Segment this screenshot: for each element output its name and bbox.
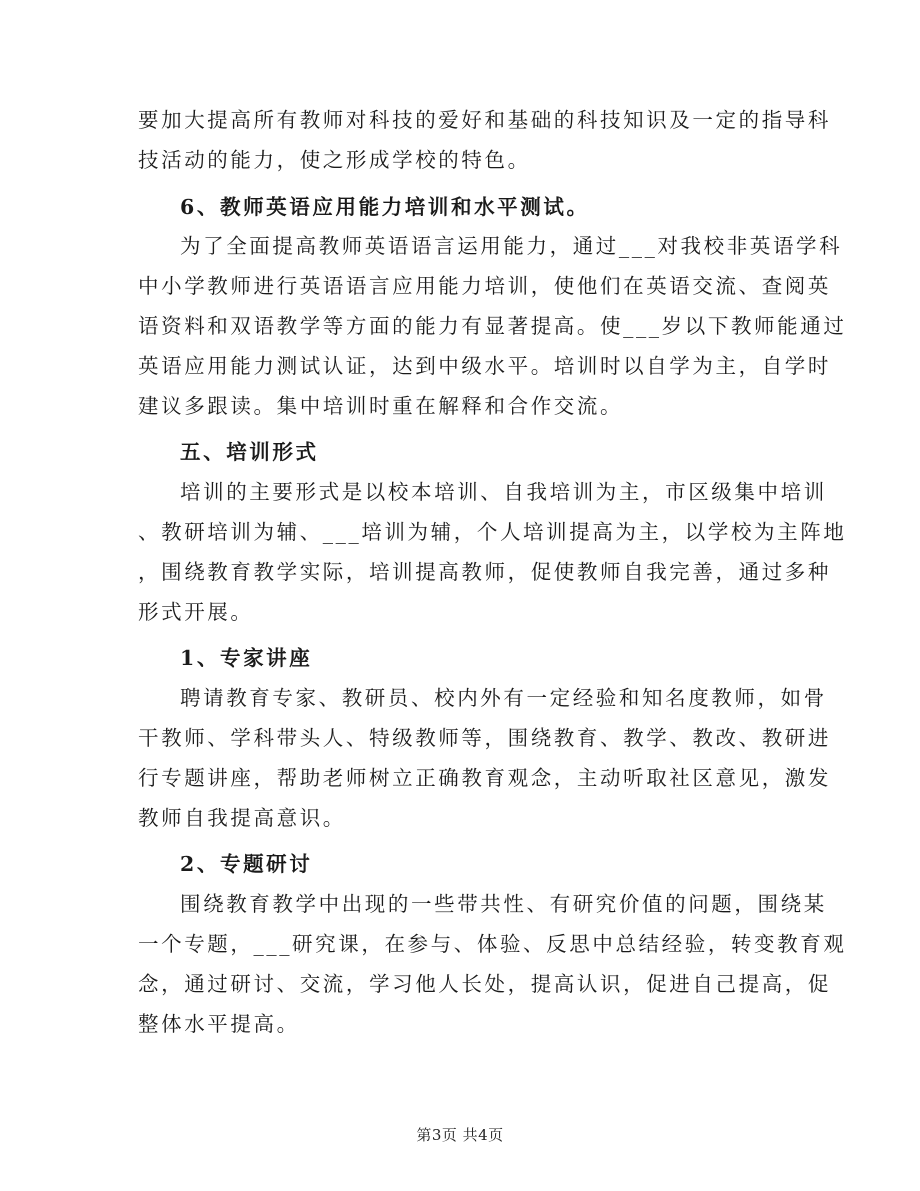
paragraph-line: 一个专题，___研究课，在参与、体验、反思中总结经验，转变教育观 (138, 932, 847, 956)
paragraph-line: 干教师、学科带头人、特级教师等，围绕教育、教学、教改、教研进 (138, 726, 831, 750)
paragraph-line: 聘请教育专家、教研员、校内外有一定经验和知名度教师，如骨 (180, 686, 827, 710)
page-number: 第3页 共4页 (416, 1126, 504, 1144)
paragraph-line: 技活动的能力，使之形成学校的特色。 (138, 148, 531, 172)
paragraph-line: 、教研培训为辅、___培训为辅，个人培训提高为主，以学校为主阵地 (138, 520, 847, 544)
paragraph-line: 培训的主要形式是以校本培训、自我培训为主，市区级集中培训 (180, 480, 827, 504)
section-heading: 2、专题研讨 (180, 852, 313, 876)
paragraph-line: 整体水平提高。 (138, 1012, 300, 1036)
paragraph-line: 语资料和双语教学等方面的能力有显著提高。使___岁以下教师能通过 (138, 314, 847, 338)
paragraph-line: 行专题讲座，帮助老师树立正确教育观念，主动听取社区意见，激发 (138, 766, 831, 790)
paragraph-line: 要加大提高所有教师对科技的爱好和基础的科技知识及一定的指导科 (138, 108, 831, 132)
paragraph-line: 围绕教育教学中出现的一些带共性、有研究价值的问题，围绕某 (180, 892, 827, 916)
section-heading: 1、专家讲座 (180, 646, 313, 670)
paragraph-line: 形式开展。 (138, 600, 254, 624)
paragraph-line: 中小学教师进行英语语言应用能力培训，使他们在英语交流、查阅英 (138, 274, 831, 298)
paragraph-line: 英语应用能力测试认证，达到中级水平。培训时以自学为主，自学时 (138, 354, 831, 378)
section-heading: 6、教师英语应用能力培训和水平测试。 (180, 195, 590, 219)
paragraph-line: ，围绕教育教学实际，培训提高教师，促使教师自我完善，通过多种 (138, 560, 831, 584)
paragraph-line: 教师自我提高意识。 (138, 806, 346, 830)
paragraph-line: 念，通过研讨、交流，学习他人长处，提高认识，促进自己提高，促 (138, 972, 831, 996)
paragraph-line: 为了全面提高教师英语语言运用能力，通过___对我校非英语学科 (180, 234, 843, 258)
paragraph-line: 建议多跟读。集中培训时重在解释和合作交流。 (138, 394, 624, 418)
section-heading: 五、培训形式 (180, 440, 319, 464)
